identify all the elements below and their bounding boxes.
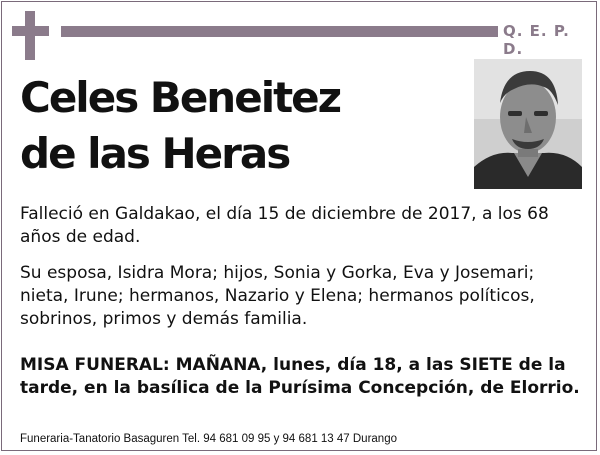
name-line-1: Celes Beneitez (20, 73, 341, 122)
cross-icon-bar (12, 26, 49, 36)
qepd-label: Q. E. P. D. (503, 22, 570, 58)
portrait-photo (474, 59, 582, 189)
funeral-info: MISA FUNERAL: MAÑANA, lunes, día 18, a las SIETE de la tarde, en la basílica de la Purísima Concepción, de Elorrio. (20, 355, 580, 398)
family-list: Su esposa, Isidra Mora; hijos, Sonia y Gorka, Eva y Josemari; nieta, Irune; hermanos, Nazario y Elena; hermanos políticos, sobrinos, primos y demás familia. (20, 263, 535, 329)
header-divider (61, 26, 498, 37)
name-line-2: de las Heras (20, 129, 290, 178)
funeral-home-footer: Funeraria-Tanatorio Basaguren Tel. 94 681 09 95 y 94 681 13 47 Durango (20, 433, 397, 445)
death-info: Falleció en Galdakao, el día 15 de diciembre de 2017, a los 68 años de edad. (20, 204, 549, 247)
obituary-notice (1, 1, 597, 451)
deceased-name (20, 70, 340, 182)
